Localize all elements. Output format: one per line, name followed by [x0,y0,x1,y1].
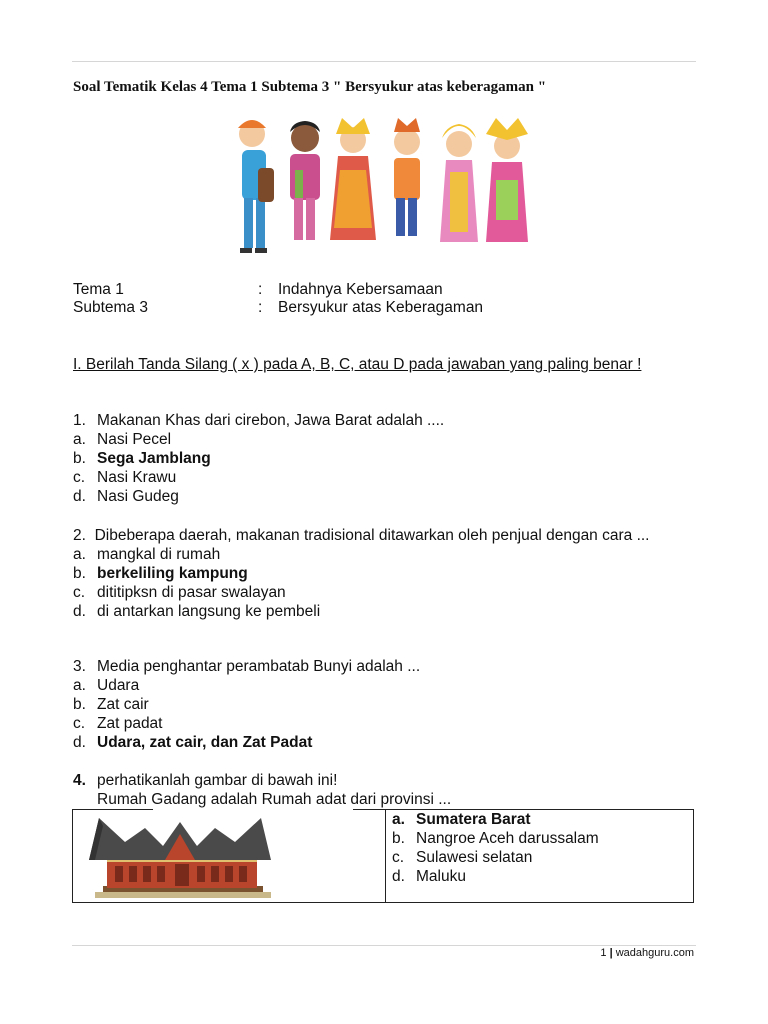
option-row: b. Sega Jamblang [73,450,211,467]
option-row: b. Zat cair [73,696,149,713]
page-title: Soal Tematik Kelas 4 Tema 1 Subtema 3 " Bersyukur atas keberagaman " [73,79,547,95]
option-row: a. Nasi Pecel [73,431,172,448]
child-3-figure [330,118,376,240]
question-2: 2. Dibeberapa daerah, makanan tradisional ditawarkan oleh penjual dengan cara ... a. mangkal di rumah b. berkeliling kampung c. dititipksn di pasar swalayan d. di antarkan langsung ke pembeli [73,526,683,621]
page-number: 1 [600,947,607,959]
child-1-figure [238,120,274,253]
option-row: c. Zat padat [73,715,163,732]
option-row: c. Nasi Krawu [73,469,177,486]
bottom-rule [72,945,696,946]
option-row: d. Nasi Gudeg [73,488,179,505]
option-row: a. Udara [73,677,140,694]
instruction: I. Berilah Tanda Silang ( x ) pada A, B, C, atau D pada jawaban yang paling benar ! [73,356,642,373]
option-row: c. dititipksn di pasar swalayan [73,584,286,601]
question-3: 3. Media penghantar perambatab Bunyi adalah ... a. Udara b. Zat cair c. Zat padat d. Udara, zat cair, dan Zat Padat [73,657,683,752]
option-row: d. Udara, zat cair, dan Zat Padat [73,734,313,751]
page-footer [600,947,694,959]
option-row: a. mangkal di rumah [73,546,221,563]
child-2-figure [290,121,320,240]
rumah-gadang-image [85,812,275,900]
child-5-figure [440,124,478,242]
question-4: 4. perhatikanlah gambar di bawah ini! Rumah Gadang adalah Rumah adat dari provinsi ... [73,772,452,808]
top-rule [72,61,696,62]
option-row: d. di antarkan langsung ke pembeli [73,603,321,620]
footer-site: wadahguru.com [615,947,694,959]
footer-separator: | [609,947,613,959]
question-1: 1. Makanan Khas dari cirebon, Jawa Barat adalah .... a. Nasi Pecel b. Sega Jamblang c. Nasi Krawu d. Nasi Gudeg [73,411,683,506]
question-4-table: a. Sumatera Barat b. Nangroe Aceh darussalam c. Sulawesi selatan d. Maluku [72,809,694,903]
children-illustration [228,110,540,265]
child-4-figure [394,118,420,236]
option-row: b. berkeliling kampung [73,565,248,582]
child-6-figure [486,118,528,242]
